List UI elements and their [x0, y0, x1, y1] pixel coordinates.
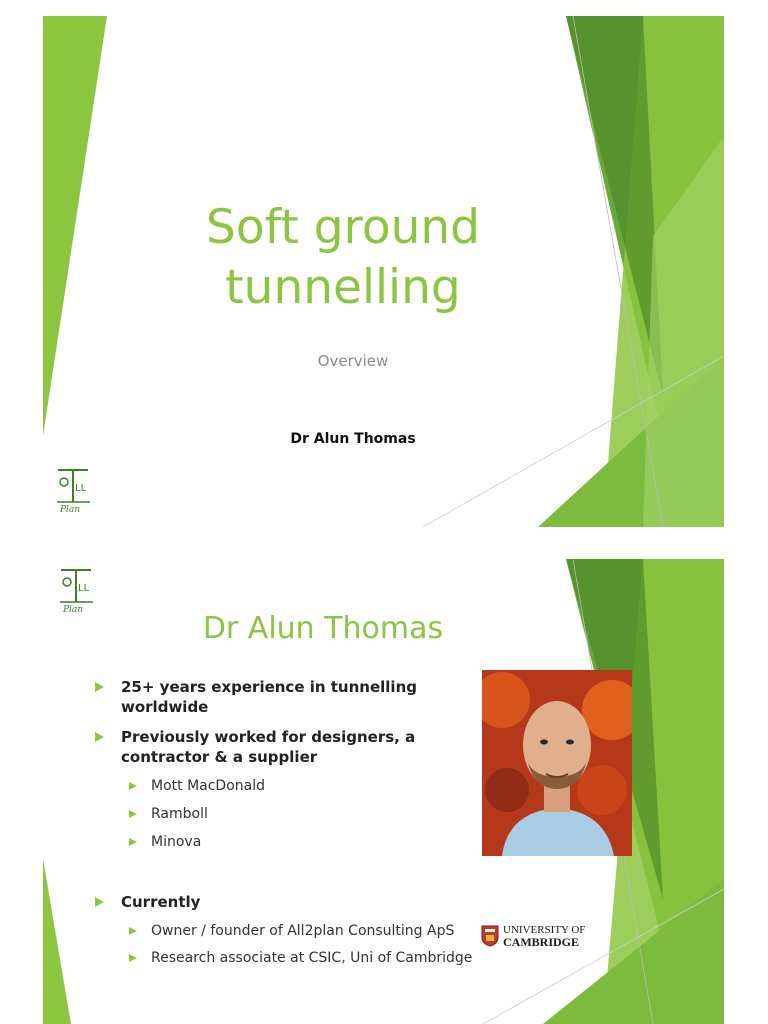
sub-bullet-item	[129, 832, 485, 852]
sub-bullet-text: Minova	[151, 834, 202, 850]
sub-bullet-item	[129, 804, 485, 824]
svg-text:LL: LL	[75, 483, 87, 494]
svg-text:LL: LL	[78, 583, 90, 594]
all2plan-logo-icon	[57, 566, 95, 616]
bullet-arrow-icon	[129, 927, 137, 935]
slide-title: Dr Alun Thomas	[202, 611, 444, 646]
author-name: Dr Alun Thomas	[290, 431, 416, 447]
svg-text:Plan: Plan	[60, 505, 81, 515]
sub-bullet-item	[129, 921, 485, 941]
bullet-item	[95, 727, 485, 767]
sub-bullet-text: Owner / founder of All2plan Consulting ApS	[151, 923, 455, 939]
slide-title	[163, 198, 523, 318]
bullet-list	[95, 677, 485, 968]
bullet-item	[95, 892, 485, 912]
bio-slide	[43, 559, 724, 1024]
bullet-arrow-icon	[129, 782, 137, 790]
speaker-photo	[482, 670, 632, 856]
sub-bullet-text: Research associate at CSIC, Uni of Cambridge	[151, 950, 473, 966]
sub-bullet-item	[129, 776, 485, 796]
bullet-arrow-icon	[95, 732, 104, 742]
all2plan-logo-icon	[54, 466, 92, 516]
slide-subtitle: Overview	[317, 352, 389, 370]
bullet-arrow-icon	[129, 810, 137, 818]
cambridge-line-2: CAMBRIDGE	[503, 935, 580, 949]
bullet-text: Currently	[121, 893, 201, 911]
cambridge-wordmark	[503, 924, 585, 948]
svg-text:Plan: Plan	[63, 605, 84, 615]
bullet-item	[95, 677, 485, 717]
bullet-text: 25+ years experience in tunnelling worldwide	[121, 678, 417, 716]
bullet-arrow-icon	[95, 682, 104, 692]
bullet-arrow-icon	[95, 897, 104, 907]
sub-bullet-item	[129, 948, 485, 968]
bullet-arrow-icon	[129, 954, 137, 962]
sub-bullet-text: Ramboll	[151, 806, 208, 822]
title-line-1: Soft ground	[206, 200, 480, 255]
cambridge-shield-icon	[481, 925, 499, 947]
bullet-text: Previously worked for designers, a contractor & a supplier	[121, 728, 416, 766]
sub-bullet-text: Mott MacDonald	[151, 778, 266, 794]
cambridge-line-1: UNIVERSITY OF	[503, 924, 586, 936]
cambridge-logo	[481, 923, 591, 953]
bullet-arrow-icon	[129, 838, 137, 846]
title-line-2: tunnelling	[225, 260, 461, 315]
title-slide	[43, 16, 724, 527]
